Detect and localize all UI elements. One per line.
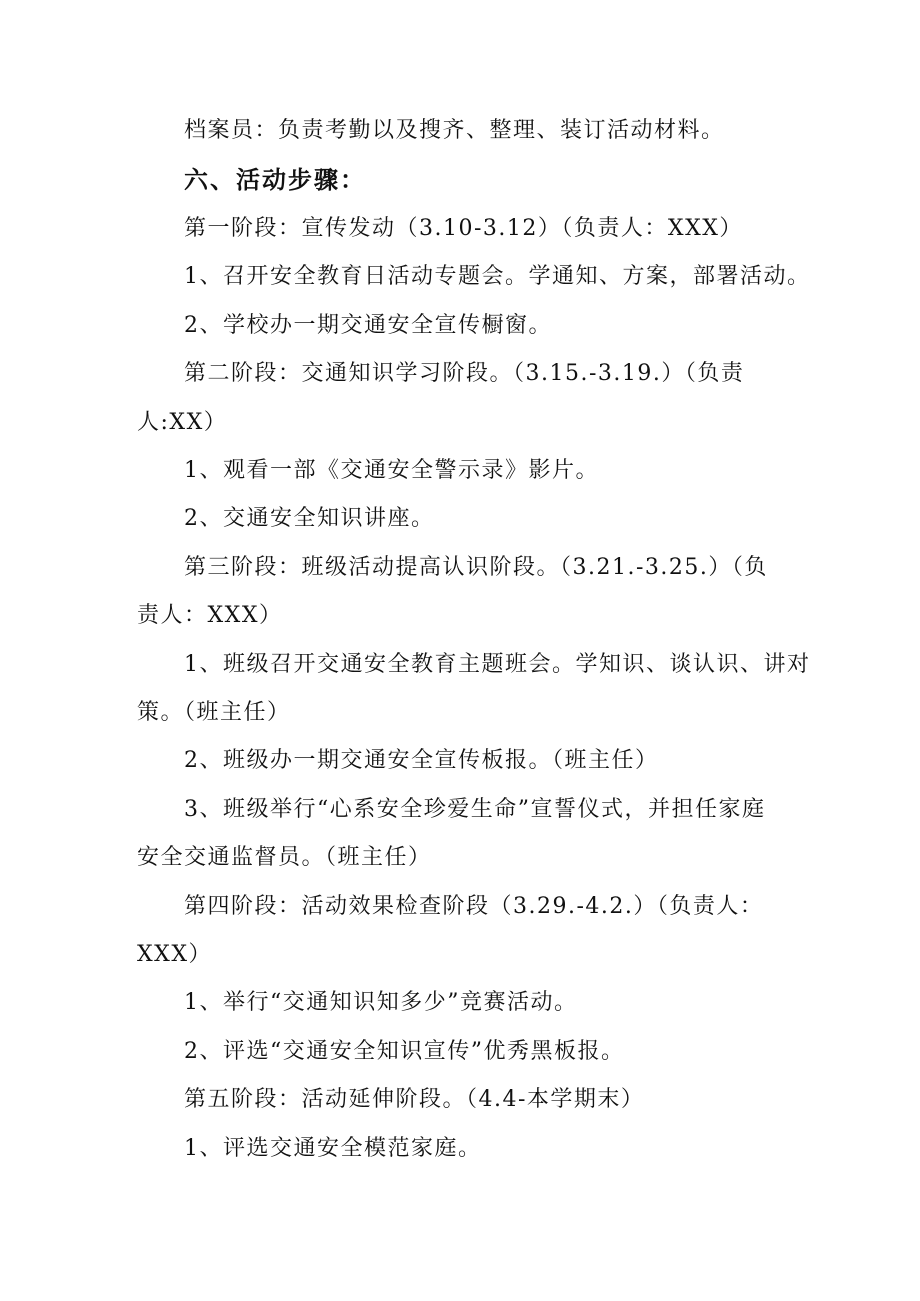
stage-four-item-1: 1、举行“交通知识知多少”竞赛活动。 xyxy=(184,990,578,1015)
stage-three-item-1: 1、班级召开交通安全教育主题班会。学知识、谈认识、讲对 xyxy=(184,652,811,677)
stage-two-item-1: 1、观看一部《交通安全警示录》影片。 xyxy=(184,458,599,483)
paragraph-archivist: 档案员：负责考勤以及搜齐、整理、装订活动材料。 xyxy=(184,118,725,143)
stage-four-item-2: 2、评选“交通安全知识宣传”优秀黑板报。 xyxy=(184,1039,625,1064)
stage-one-title: 第一阶段：宣传发动（3.10-3.12）（负责人：XXX） xyxy=(184,216,743,241)
stage-three-item-1-cont: 策。（班主任） xyxy=(137,700,291,725)
stage-two-title-cont: 人:XX） xyxy=(137,410,228,435)
stage-one-item-2: 2、学校办一期交通安全宣传橱窗。 xyxy=(184,313,552,338)
stage-three-title-cont: 责人：XXX） xyxy=(137,603,283,628)
stage-five-item-1: 1、评选交通安全模范家庭。 xyxy=(184,1136,482,1161)
stage-four-title-cont: XXX） xyxy=(137,942,212,967)
stage-two-title: 第二阶段：交通知识学习阶段。（3.15.-3.19.）（负责 xyxy=(184,361,745,386)
section-heading-activity-steps: 六、活动步骤： xyxy=(184,166,366,194)
stage-three-item-3: 3、班级举行“心系安全珍爱生命”宣誓仪式，并担任家庭 xyxy=(184,797,766,822)
stage-three-item-2: 2、班级办一期交通安全宣传板报。（班主任） xyxy=(184,748,659,773)
stage-four-title: 第四阶段：活动效果检查阶段（3.29.-4.2.）（负责人： xyxy=(184,894,764,919)
stage-one-item-1: 1、召开安全教育日活动专题会。学通知、方案，部署活动。 xyxy=(184,264,811,289)
stage-three-item-3-cont: 安全交通监督员。（班主任） xyxy=(137,845,432,870)
stage-three-title: 第三阶段：班级活动提高认识阶段。（3.21.-3.25.）（负 xyxy=(184,555,768,580)
stage-five-title: 第五阶段：活动延伸阶段。（4.4-本学期末） xyxy=(184,1087,645,1112)
stage-two-item-2: 2、交通安全知识讲座。 xyxy=(184,506,435,531)
